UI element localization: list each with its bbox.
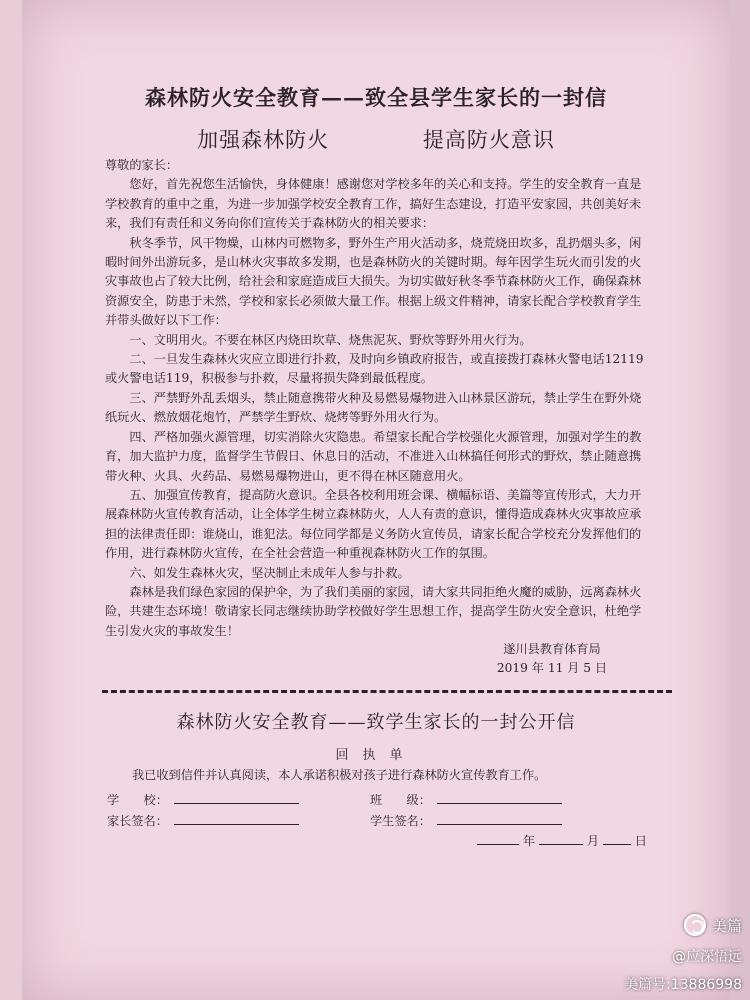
- signature-block: [462, 640, 642, 678]
- paragraph-closing: 森林是我们绿色家园的保护伞，为了我们美丽的家园，请大家共同拒绝火魔的威胁，远离森林火险，共建生态环境！敬请家长同志继续协助学校做好学生思想工作，提高学生防火安全意识，杜绝学生引发火灾的事故发生！: [105, 584, 642, 638]
- parent-signature-blank-line[interactable]: [174, 812, 299, 825]
- school-blank-line[interactable]: [174, 791, 299, 804]
- watermark-username: @应深悟远: [672, 949, 742, 965]
- paragraph-intro: 您好，首先祝您生活愉快，身体健康！感谢您对学校多年的关心和支持。学生的安全教育一直是学校教育的重中之重，为进一步加强学校安全教育工作，搞好生态建设，打造平安家园，共创美好未来，我们有责任和义务向你们宣传关于森林防火的相关要求：: [105, 177, 642, 231]
- paragraph-item-5: 五、加强宣传教育，提高防火意识。全县各校利用班会课、横幅标语、美篇等宣传形式，大力开展森林防火宣传教育活动，让全体学生树立森林防火，人人有责的意识，懂得造成森林火灾事故应承担的法律责任即：谁烧山，谁犯法。每位同学都是义务防火宣传员，请家长配合学校充分发挥他们的作用，进行森林防火宣传，在全社会营造一种重视森林防火工作的氛围。: [105, 487, 642, 561]
- letter-title: 森林防火安全教育——致全县学生家长的一封信: [145, 85, 607, 110]
- paragraph-item-6: 六、如发生森林火灾，坚决制止未成年人参与扑救。: [129, 565, 410, 580]
- student-signature-field: [370, 812, 562, 829]
- year-label: 年: [522, 834, 536, 848]
- year-blank[interactable]: [477, 832, 519, 845]
- paragraph-item-2: 二、一旦发生森林火灾应立即进行扑救，及时向乡镇政府报告，或直接拨打森林火警电话12119或火警电话119，积极参与扑救，尽量将损失降到最低程度。: [105, 352, 644, 386]
- cut-line-divider: [102, 690, 672, 693]
- watermark-account-id: 美篇号:13886998: [624, 977, 742, 993]
- paragraph-season: 秋冬季节，风干物燥，山林内可燃物多，野外生产用火活动多，烧荒烧田坎多，乱扔烟头多，闲暇时间外出游玩多，是山林火灾事故多发期，也是森林防火的关键时期。每年因学生玩火而引发的火灾事故也占了较大比例，给社会和家庭造成巨大损失。为切实做好秋冬季节森林防火工作，确保森林资源安全，防患于未然，学校和家长必须做大量工作。根据上级文件精神，请家长配合学校教育学生并带头做好以下工作：: [105, 235, 642, 328]
- class-label: 班 级：: [370, 793, 431, 807]
- paper-sheet: [22, 0, 730, 1000]
- paragraph-item-4: 四、严格加强火源管理，切实消除火灾隐患。希望家长配合学校强化火源管理，加强对学生的教育，加大监护力度，监督学生节假日、休息日的活动，不准进入山林搞任何形式的野炊，禁止随意携带火种、火具、火药品、易燃易爆物进山，更不得在林区随意用火。: [105, 429, 642, 483]
- meipian-logo-text: 美篇: [711, 916, 742, 935]
- month-blank[interactable]: [539, 832, 583, 845]
- letter-subtitle: [22, 124, 730, 154]
- day-blank[interactable]: [603, 832, 631, 845]
- parent-signature-field: [107, 812, 299, 829]
- student-signature-blank-line[interactable]: [437, 812, 562, 825]
- paragraph-item-3: 三、严禁野外乱丢烟头，禁止随意携带火种及易燃易爆物进入山林景区游玩，禁止学生在野外烧纸玩火、燃放烟花炮竹，严禁学生野炊、烧烤等野外用火行为。: [105, 390, 642, 425]
- receipt-confirm-text: 我已收到信件并认真阅读，本人承诺积极对孩子进行森林防火宣传教育工作。: [132, 768, 547, 782]
- signature-org: 遂川县教育体育局: [503, 642, 601, 656]
- signature-date: 2019 年 11 月 5 日: [496, 661, 608, 675]
- meipian-logo-icon: [684, 914, 706, 936]
- day-label: 日: [634, 834, 647, 848]
- letter-body: [105, 156, 645, 641]
- receipt-date: [477, 832, 647, 849]
- student-signature-label: 学生签名：: [370, 814, 431, 828]
- receipt-title: 森林防火安全教育——致学生家长的一封公开信: [176, 712, 576, 733]
- school-field: [107, 791, 299, 808]
- salutation: 尊敬的家长：: [105, 158, 179, 172]
- month-label: 月: [586, 834, 599, 848]
- background-left: [0, 0, 22, 1000]
- subtitle-right: 提高防火意识: [422, 128, 555, 152]
- parent-signature-label: 家长签名：: [107, 814, 168, 828]
- class-field: [370, 791, 562, 808]
- meipian-watermark-logo: [684, 914, 742, 936]
- background-right: [730, 0, 750, 1000]
- school-label: 学 校：: [107, 793, 168, 807]
- paragraph-item-1: 一、文明用火。不要在林区内烧田坎草、烧焦泥灰、野炊等野外用火行为。: [129, 332, 532, 347]
- receipt-heading: 回执单: [335, 748, 417, 763]
- subtitle-left: 加强森林防火: [197, 128, 330, 152]
- class-blank-line[interactable]: [437, 791, 562, 804]
